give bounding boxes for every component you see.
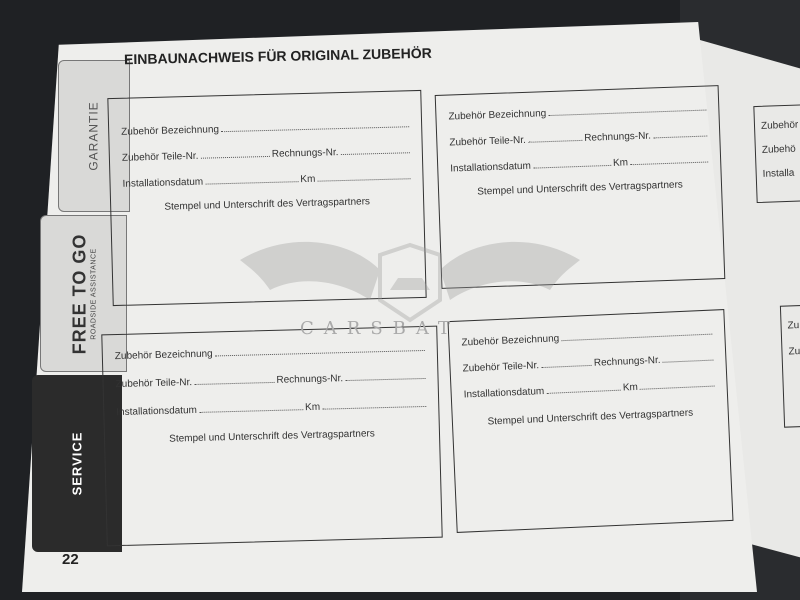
label-teile-nr: Zubehör Teile-Nr. [462,360,540,375]
label-teile-nr: Zubehör Teile-Nr. [121,150,199,164]
row-teile [462,352,715,374]
label-bezeichnung: Zubehör Bezeichnung [461,333,560,349]
field-installationsdatum[interactable] [205,174,298,184]
field-km[interactable] [317,171,410,181]
label-km: Km [612,157,629,169]
field-teile-nr[interactable] [200,149,270,159]
page-number: 22 [62,551,79,568]
row-teile [449,128,709,148]
form-box-4 [448,309,734,533]
label-rechnungs-nr: Rechnungs-Nr. [593,354,661,369]
fragment-label: Zu [788,346,800,358]
free-to-go-title: FREE TO GO [69,233,90,354]
label-installationsdatum: Installationsdatum [450,160,532,175]
row-install [464,378,717,400]
label-rechnungs-nr: Rechnungs-Nr. [276,373,344,386]
label-installationsdatum: Installationsdatum [122,176,204,190]
row-install [116,399,428,418]
form-box-3 [101,326,442,547]
field-km[interactable] [630,155,708,166]
label-teile-nr: Zubehör Teile-Nr. [449,134,527,149]
label-rechnungs-nr: Rechnungs-Nr. [271,147,339,160]
field-installationsdatum[interactable] [546,383,621,394]
row-bezeichnung [121,119,411,138]
stamp-label: Stempel und Unterschrift des Vertragspartners [487,407,694,428]
field-bezeichnung[interactable] [215,343,425,356]
field-teile-nr[interactable] [528,133,583,143]
row-install [122,171,412,190]
field-rechnungs-nr[interactable] [653,129,708,139]
field-installationsdatum[interactable] [199,402,303,413]
label-km: Km [622,381,639,394]
field-installationsdatum[interactable] [533,158,611,169]
label-installationsdatum: Installationsdatum [116,404,198,419]
fragment-label: Zubehö [761,143,796,156]
field-rechnungs-nr[interactable] [340,145,410,155]
free-to-go-subtitle: ROADSIDE ASSISTANCE [90,247,98,340]
label-installationsdatum: Installationsdatum [463,385,545,401]
label-bezeichnung: Zubehör Bezeichnung [121,124,220,138]
page-title: EINBAUNACHWEIS FÜR ORIGINAL ZUBEHÖR [123,44,432,68]
label-km: Km [300,173,316,186]
stamp-label: Stempel und Unterschrift des Vertragspartners [477,179,684,198]
stamp-label: Stempel und Unterschrift des Vertragspartners [169,428,375,445]
label-bezeichnung: Zubehör Bezeichnung [114,348,213,363]
field-teile-nr[interactable] [541,358,592,368]
field-bezeichnung[interactable] [221,119,409,132]
field-rechnungs-nr[interactable] [345,371,426,381]
tab-garantie-label: GARANTIE [87,101,101,171]
row-install [450,154,710,174]
label-bezeichnung: Zubehör Bezeichnung [448,108,547,123]
stamp-label: Stempel und Unterschrift des Vertragspartners [164,196,371,213]
watermark-text: CARSBAT [300,318,460,339]
row-bezeichnung [115,343,427,362]
row-bezeichnung [448,102,708,122]
label-km: Km [304,401,321,414]
fragment-label: Installa [762,167,795,180]
row-teile [115,371,427,390]
form-box-right-partial-2 [780,304,800,427]
tab-service-label: SERVICE [69,431,85,496]
free-to-go-label [70,233,98,354]
side-tabs [28,60,100,550]
fragment-label: Zubehör [760,119,799,132]
row-teile [122,145,412,164]
field-teile-nr[interactable] [194,375,275,385]
field-km[interactable] [640,379,715,390]
field-km[interactable] [322,399,426,410]
form-box-right-partial-1 [753,104,800,203]
field-rechnungs-nr[interactable] [662,353,713,363]
fragment-label: Zu [787,320,800,332]
label-rechnungs-nr: Rechnungs-Nr. [584,130,652,144]
field-bezeichnung[interactable] [548,103,706,117]
label-teile-nr: Zubehör Teile-Nr. [115,377,193,391]
